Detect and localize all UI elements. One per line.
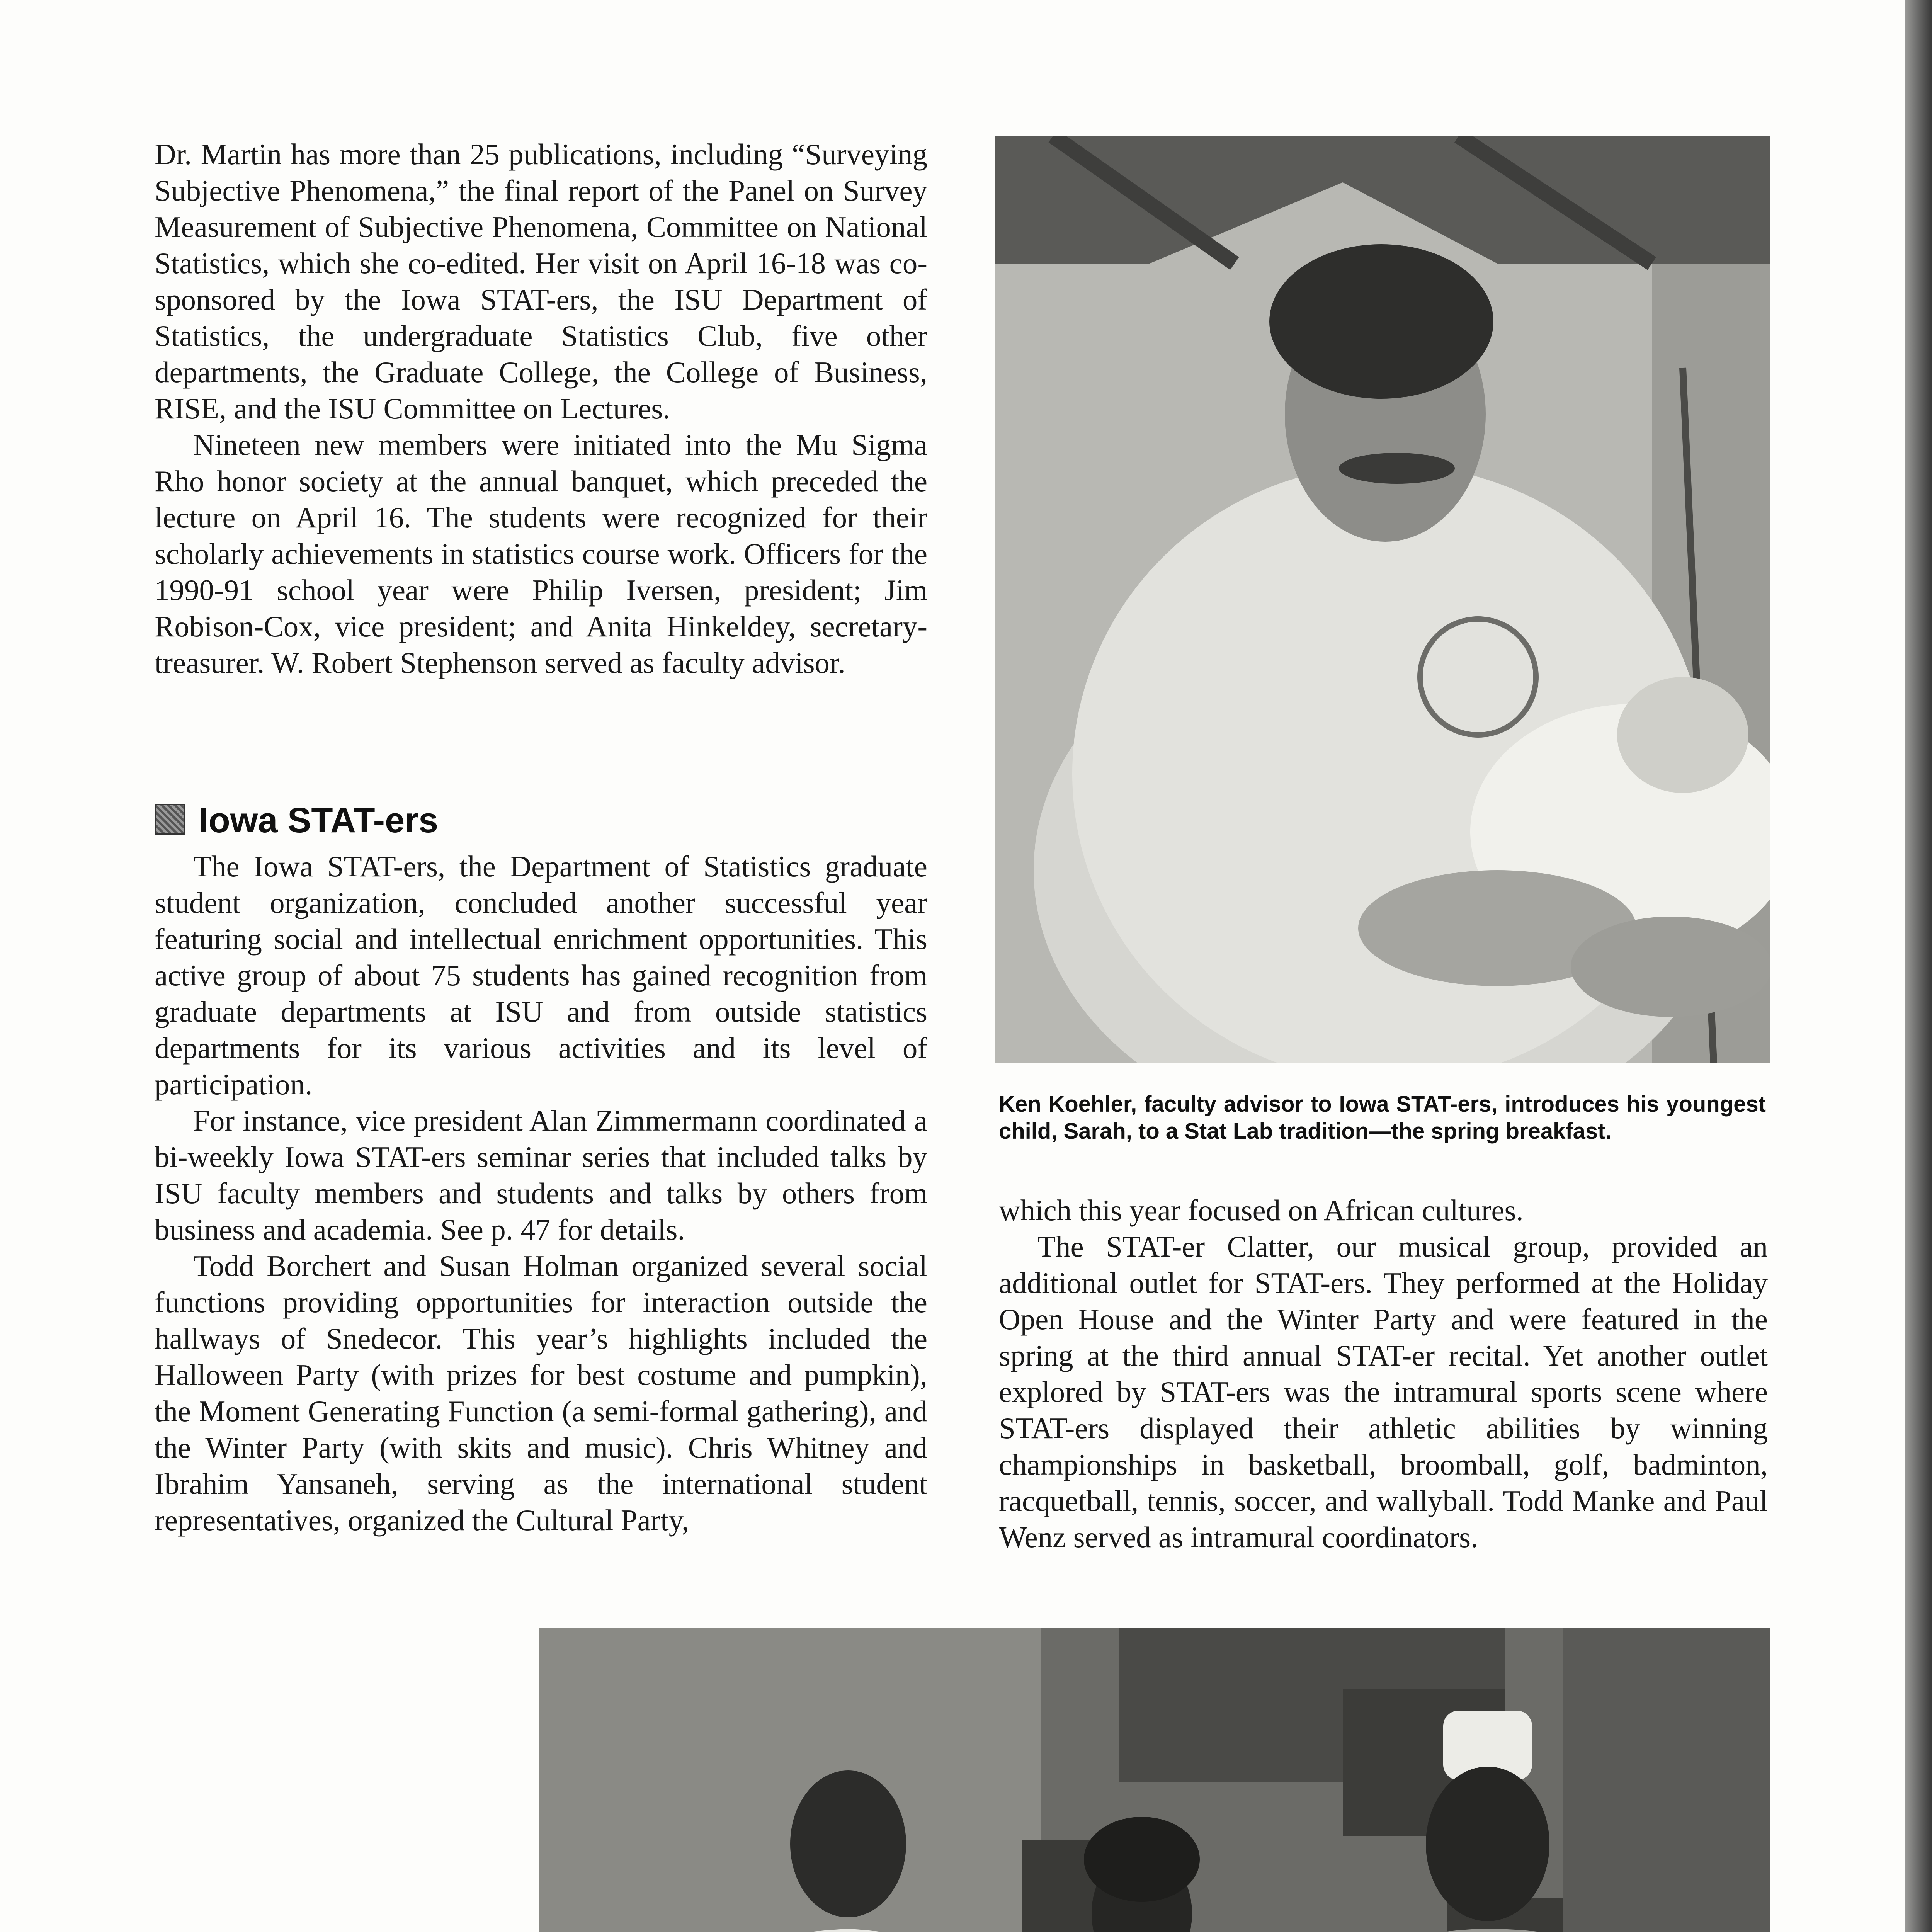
paragraph: For instance, vice president Alan Zimmermann coordinated a bi-weekly Iowa STAT-ers seminar series that included talks by ISU faculty members and students and talks by others from business and academia. See p. 47 for details. [155,1104,927,1246]
photo-man-holding-baby [995,136,1770,1063]
section-heading-text: Iowa STAT-ers [199,801,439,840]
paragraph: which this year focused on African cultures. [999,1194,1524,1227]
paragraph: Dr. Martin has more than 25 publications, including “Surveying Subjective Phenomena,” the final report of the Panel on Survey Measurement of Subjective Phenomena, Committee on National Statistics, which she co-edited. Her visit on April 16-18 was co-sponsored by the Iowa STAT-ers, the ISU Department of Statistics, the undergraduate Statistics Club, five other departments, the Graduate College, the College of Business, RISE, and the ISU Committee on Lectures. [155,138,927,425]
paragraph: Nineteen new members were initiated into the Mu Sigma Rho honor society at the annual banquet, which preceded the lecture on April 16. The students were recognized for their scholarly achievements in statistics course work. Officers for the 1990-91 school year were Philip Iversen, president; Jim Robison-Cox, vice president; and Anita Hinkeldey, secretary-treasurer. W. Robert Stephenson served as faculty advisor. [155,428,927,679]
section-heading [155,799,927,842]
right-column-text [999,1192,1768,1555]
paragraph: Todd Borchert and Susan Holman organized several social functions providing opportunities for interaction outside the hallways of Snedecor. This year’s highlights included the Halloween Party (with prizes for best costume and pumpkin), the Moment Generating Function (a semi-formal gathering), and the Winter Party (with skits and music). Chris Whitney and Ibrahim Yansaneh, serving as the international student representatives, organized the Cultural Party, [155,1249,927,1537]
photo-caption-top: Ken Koehler, faculty advisor to Iowa STAT-ers, introduces his youngest child, Sarah, to a Stat Lab tradition—the spring breakfast. [999,1092,1766,1144]
photo-cultural-party [539,1628,1770,1932]
scan-edge-shadow [1905,0,1932,1932]
left-column-bottom-text [155,848,927,1538]
square-bullet-icon [155,804,185,835]
photo-illustration [539,1628,1770,1932]
paragraph: The STAT-er Clatter, our musical group, provided an additional outlet for STAT-ers. They performed at the Holiday Open House and the Winter Party and were featured in the spring at the third annual STAT-er recital. Yet another outlet explored by STAT-ers was the intramural sports scene where STAT-ers displayed their athletic abilities by winning championships in basketball, broomball, golf, badminton, racquetball, tennis, soccer, and wallyball. Todd Manke and Paul Wenz served as intramural coordinators. [999,1230,1768,1554]
photo-illustration [995,136,1770,1063]
left-column-top-text [155,136,927,681]
paragraph: The Iowa STAT-ers, the Department of Statistics graduate student organization, concluded another successful year featuring social and intellectual enrichment opportunities. This active group of about 75 students has gained recognition from graduate departments at ISU and from outside statistics departments for its various activities and its level of participation. [155,850,927,1101]
